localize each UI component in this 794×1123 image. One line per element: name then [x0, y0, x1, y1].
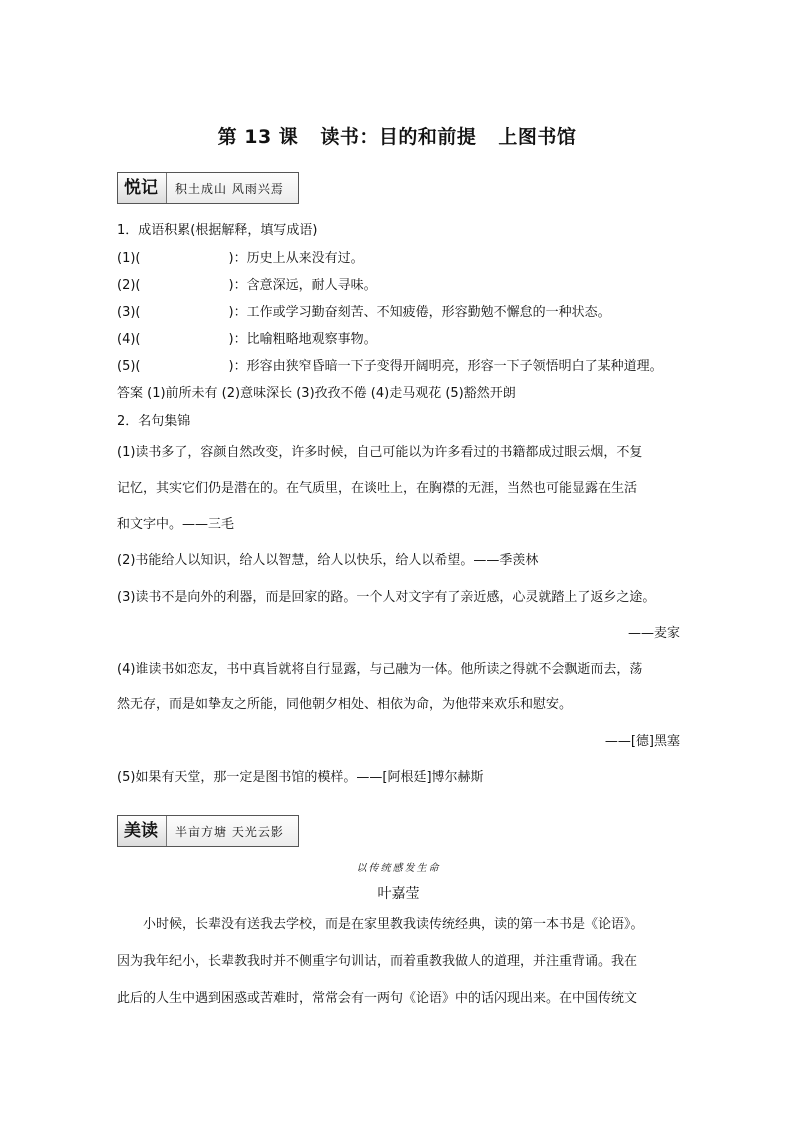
quote-line: (4)谁读书如恋友，书中真旨就将自行显露，与己融为一体。他所读之得就不会飘逝而去，荡	[117, 662, 643, 677]
quote-source: ——[德]黑塞	[604, 734, 680, 749]
reading-author: 叶嘉莹	[377, 886, 420, 902]
quote-line: (1)读书多了，容颜自然改变，许多时候，自己可能以为许多看过的书籍都成过眼云烟，不复	[117, 445, 643, 460]
banner-head: 美读	[118, 816, 167, 846]
idiom-item: (2)( )：含意深远，耐人寻味。	[117, 278, 377, 293]
quote-line: (5)如果有天堂，那一定是图书馆的模样。——[阿根廷]博尔赫斯	[117, 770, 484, 785]
banner-head: 悦记	[118, 173, 167, 203]
section-banner-meidu	[117, 815, 299, 847]
quote-line: 记忆，其实它们仍是潜在的。在气质里，在谈吐上，在胸襟的无涯，当然也可能显露在生活	[117, 481, 638, 496]
section-heading: 2．名句集锦	[117, 414, 191, 429]
quote-line: (2)书能给人以知识，给人以智慧，给人以快乐，给人以希望。——季羡林	[117, 553, 539, 568]
title-part-1: 读书：目的和前提	[320, 126, 477, 148]
reading-paragraph-line: 因为我年纪小，长辈教我时并不侧重字句训诂，而着重教我做人的道理，并注重背诵。我在	[117, 954, 638, 969]
reading-paragraph-line: 此后的人生中遇到困惑或苦难时，常常会有一两句《论语》中的话闪现出来。在中国传统文	[117, 991, 638, 1006]
banner-subtitle: 积土成山 风雨兴焉	[175, 181, 284, 196]
banner-subtitle: 半亩方塘 天光云影	[175, 824, 284, 839]
section-heading: 1．成语积累(根据解释，填写成语)	[117, 223, 318, 238]
reading-paragraph-line: 小时候，长辈没有送我去学校，而是在家里教我读传统经典，读的第一本书是《论语》。	[143, 917, 644, 932]
idiom-item: (4)( )：比喻粗略地观察事物。	[117, 332, 377, 347]
reading-title: 以传统感发生命	[356, 863, 441, 874]
quote-source: ——麦家	[627, 626, 680, 641]
title-part-2: 上图书馆	[498, 126, 577, 148]
idiom-item: (5)( )：形容由狭窄昏暗一下子变得开阔明亮，形容一下子领悟明白了某种道理。	[117, 359, 663, 374]
idiom-item: (3)( )：工作或学习勤奋刻苦、不知疲倦，形容勤勉不懈怠的一种状态。	[117, 305, 611, 320]
lesson-number: 第 13 课	[217, 126, 299, 148]
answer-line: 答案 (1)前所未有 (2)意味深长 (3)孜孜不倦 (4)走马观花 (5)豁然开朗	[117, 386, 516, 401]
quote-line: (3)读书不是向外的利器，而是回家的路。一个人对文字有了亲近感，心灵就踏上了返乡之途。	[117, 590, 656, 605]
quote-line: 然无存，而是如挚友之所能，同他朝夕相处、相依为命，为他带来欢乐和慰安。	[117, 697, 573, 712]
idiom-item: (1)( )：历史上从来没有过。	[117, 251, 364, 266]
page-title	[0, 122, 794, 149]
section-banner-yueji	[117, 172, 299, 204]
quote-line: 和文字中。——三毛	[117, 517, 235, 532]
